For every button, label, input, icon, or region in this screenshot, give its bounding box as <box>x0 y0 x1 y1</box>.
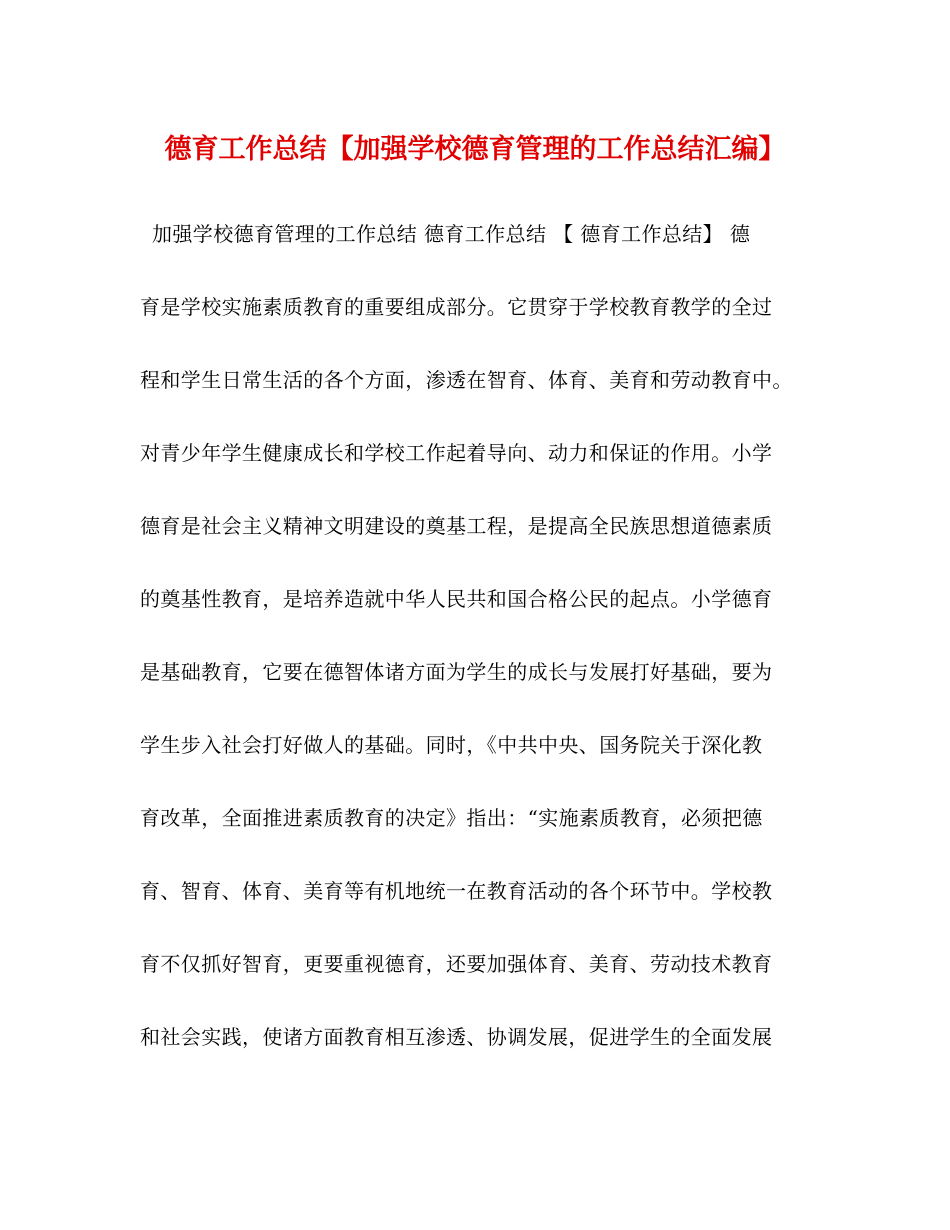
body-line-12: 和社会实践，使诸方面教育相互渗透、协调发展，促进学生的全面发展 <box>140 1025 773 1049</box>
body-line-2: 育是学校实施素质教育的重要组成部分。它贯穿于学校教育教学的全过 <box>140 295 773 319</box>
body-text <box>140 212 820 1088</box>
page-title: 德育工作总结【加强学校德育管理的工作总结汇编】 <box>164 134 786 165</box>
body-line-5: 德育是社会主义精神文明建设的奠基工程，是提高全民族思想道德素质 <box>140 514 773 538</box>
body-line-6: 的奠基性教育，是培养造就中华人民共和国合格公民的起点。小学德育 <box>140 587 773 611</box>
body-line-4: 对青少年学生健康成长和学校工作起着导向、动力和保证的作用。小学 <box>140 441 773 465</box>
body-line-8: 学生步入社会打好做人的基础。同时，《中共中央、国务院关于深化教 <box>140 733 763 757</box>
body-line-9: 育改革，全面推进素质教育的决定》指出：“实施素质教育，必须把德 <box>140 806 763 830</box>
body-line-7: 是基础教育，它要在德智体诸方面为学生的成长与发展打好基础，要为 <box>140 660 773 684</box>
body-line-10: 育、智育、体育、美育等有机地统一在教育活动的各个环节中。学校教 <box>140 879 773 903</box>
body-line-3: 程和学生日常生活的各个方面，渗透在智育、体育、美育和劳动教育中。 <box>140 368 793 392</box>
body-line-1: 加强学校德育管理的工作总结 德育工作总结 【 德育工作总结】 德 <box>152 222 751 246</box>
body-line-11: 育不仅抓好智育，更要重视德育，还要加强体育、美育、劳动技术教育 <box>140 952 773 976</box>
